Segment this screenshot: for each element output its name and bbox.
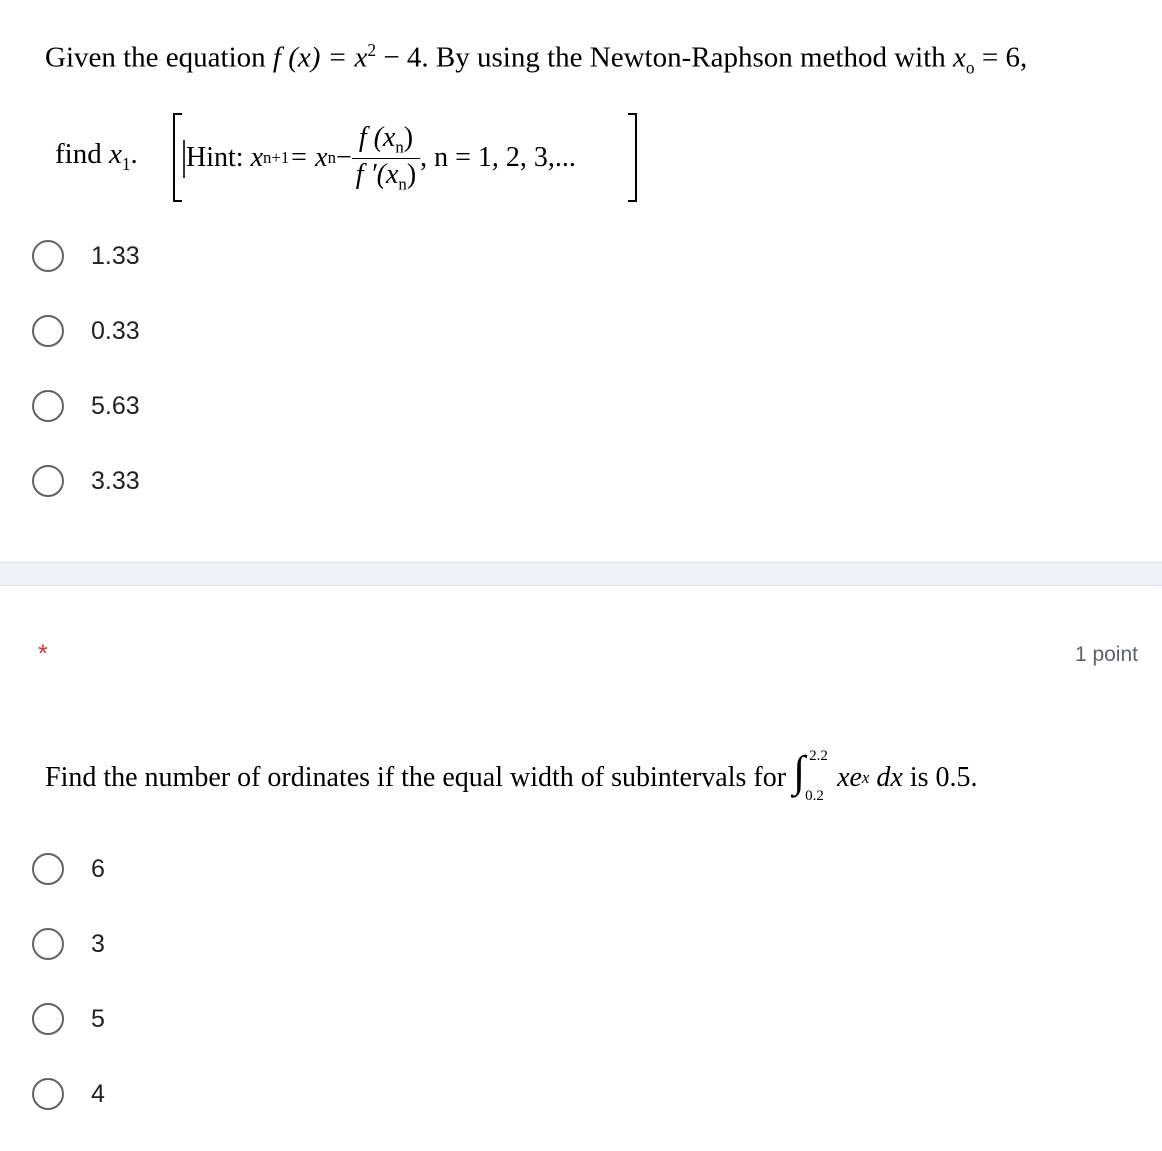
question-2-intro: Find the number of ordinates if the equal width of subintervals for	[45, 762, 787, 793]
integral	[793, 747, 837, 806]
x-initial: x	[953, 41, 966, 74]
radio-button-icon[interactable]	[32, 240, 64, 272]
integral-upper: 2.2	[809, 748, 828, 764]
option-3-33[interactable]	[32, 461, 140, 501]
hint-eq-sub: n	[327, 148, 336, 167]
radio-button-icon[interactable]	[32, 315, 64, 347]
hint-lhs-sub: n+1	[263, 148, 290, 167]
section-divider	[0, 562, 1162, 586]
radio-button-icon[interactable]	[32, 1078, 64, 1110]
hint-den-close: )	[406, 158, 417, 190]
option-4[interactable]	[32, 1074, 105, 1114]
hint-num-sub: n	[395, 137, 404, 157]
find-label: find	[55, 138, 102, 170]
option-6[interactable]	[32, 849, 105, 889]
hint-den-text: f ′(x	[355, 158, 399, 190]
question-1-find	[55, 138, 138, 175]
hint-eq: = x	[289, 142, 328, 173]
hint-num-text: f (x	[358, 121, 396, 153]
option-5-63[interactable]	[32, 386, 140, 426]
question-1-intro: Given the equation	[45, 41, 266, 74]
hint-lhs: x	[250, 142, 263, 173]
question-1-method: − 4. By using the Newton-Raphson method with	[376, 41, 946, 74]
option-label: 5.63	[91, 391, 140, 420]
radio-button-icon[interactable]	[32, 1003, 64, 1035]
option-label: 0.33	[91, 316, 140, 345]
option-5[interactable]	[32, 999, 105, 1039]
find-period: .	[130, 138, 138, 170]
integral-lower: 0.2	[805, 788, 824, 804]
function-expression: f (x) = x	[272, 41, 368, 74]
question-2-text	[45, 748, 978, 808]
option-3[interactable]	[32, 924, 105, 964]
option-label: 6	[91, 854, 105, 883]
option-label: 4	[91, 1079, 105, 1108]
differential: dx	[876, 762, 903, 793]
option-label: 3	[91, 929, 105, 958]
find-variable-sub: 1	[121, 153, 131, 174]
required-marker: *	[38, 640, 48, 668]
option-label: 1.33	[91, 241, 140, 270]
hint-numerator	[352, 122, 420, 159]
hint-den-sub: n	[398, 174, 407, 194]
hint-fraction	[352, 122, 420, 194]
radio-button-icon[interactable]	[32, 853, 64, 885]
hint-num-close: )	[403, 121, 414, 153]
hint-denominator	[352, 159, 420, 195]
exponent: 2	[367, 40, 377, 60]
hint-minus: −	[335, 142, 352, 173]
integrand: xe	[837, 762, 862, 793]
option-1-33[interactable]	[32, 236, 140, 276]
radio-button-icon[interactable]	[32, 390, 64, 422]
points-label: 1 point	[1074, 643, 1138, 666]
question-2-tail: is 0.5.	[909, 762, 978, 793]
option-label: 3.33	[91, 466, 140, 495]
integrand-exponent: x	[861, 768, 870, 787]
hint-tail: , n = 1, 2, 3,...	[420, 142, 576, 173]
radio-button-icon[interactable]	[32, 928, 64, 960]
x-initial-sub: o	[965, 57, 975, 78]
integral-sign-icon: ∫	[793, 747, 806, 796]
hint-label: Hint:	[186, 142, 244, 173]
radio-button-icon[interactable]	[32, 465, 64, 497]
option-0-33[interactable]	[32, 311, 140, 351]
x-initial-value: = 6,	[974, 41, 1028, 74]
question-1-text	[45, 40, 1027, 78]
find-variable: x	[108, 138, 122, 170]
option-label: 5	[91, 1004, 105, 1033]
hint-formula	[186, 118, 576, 198]
